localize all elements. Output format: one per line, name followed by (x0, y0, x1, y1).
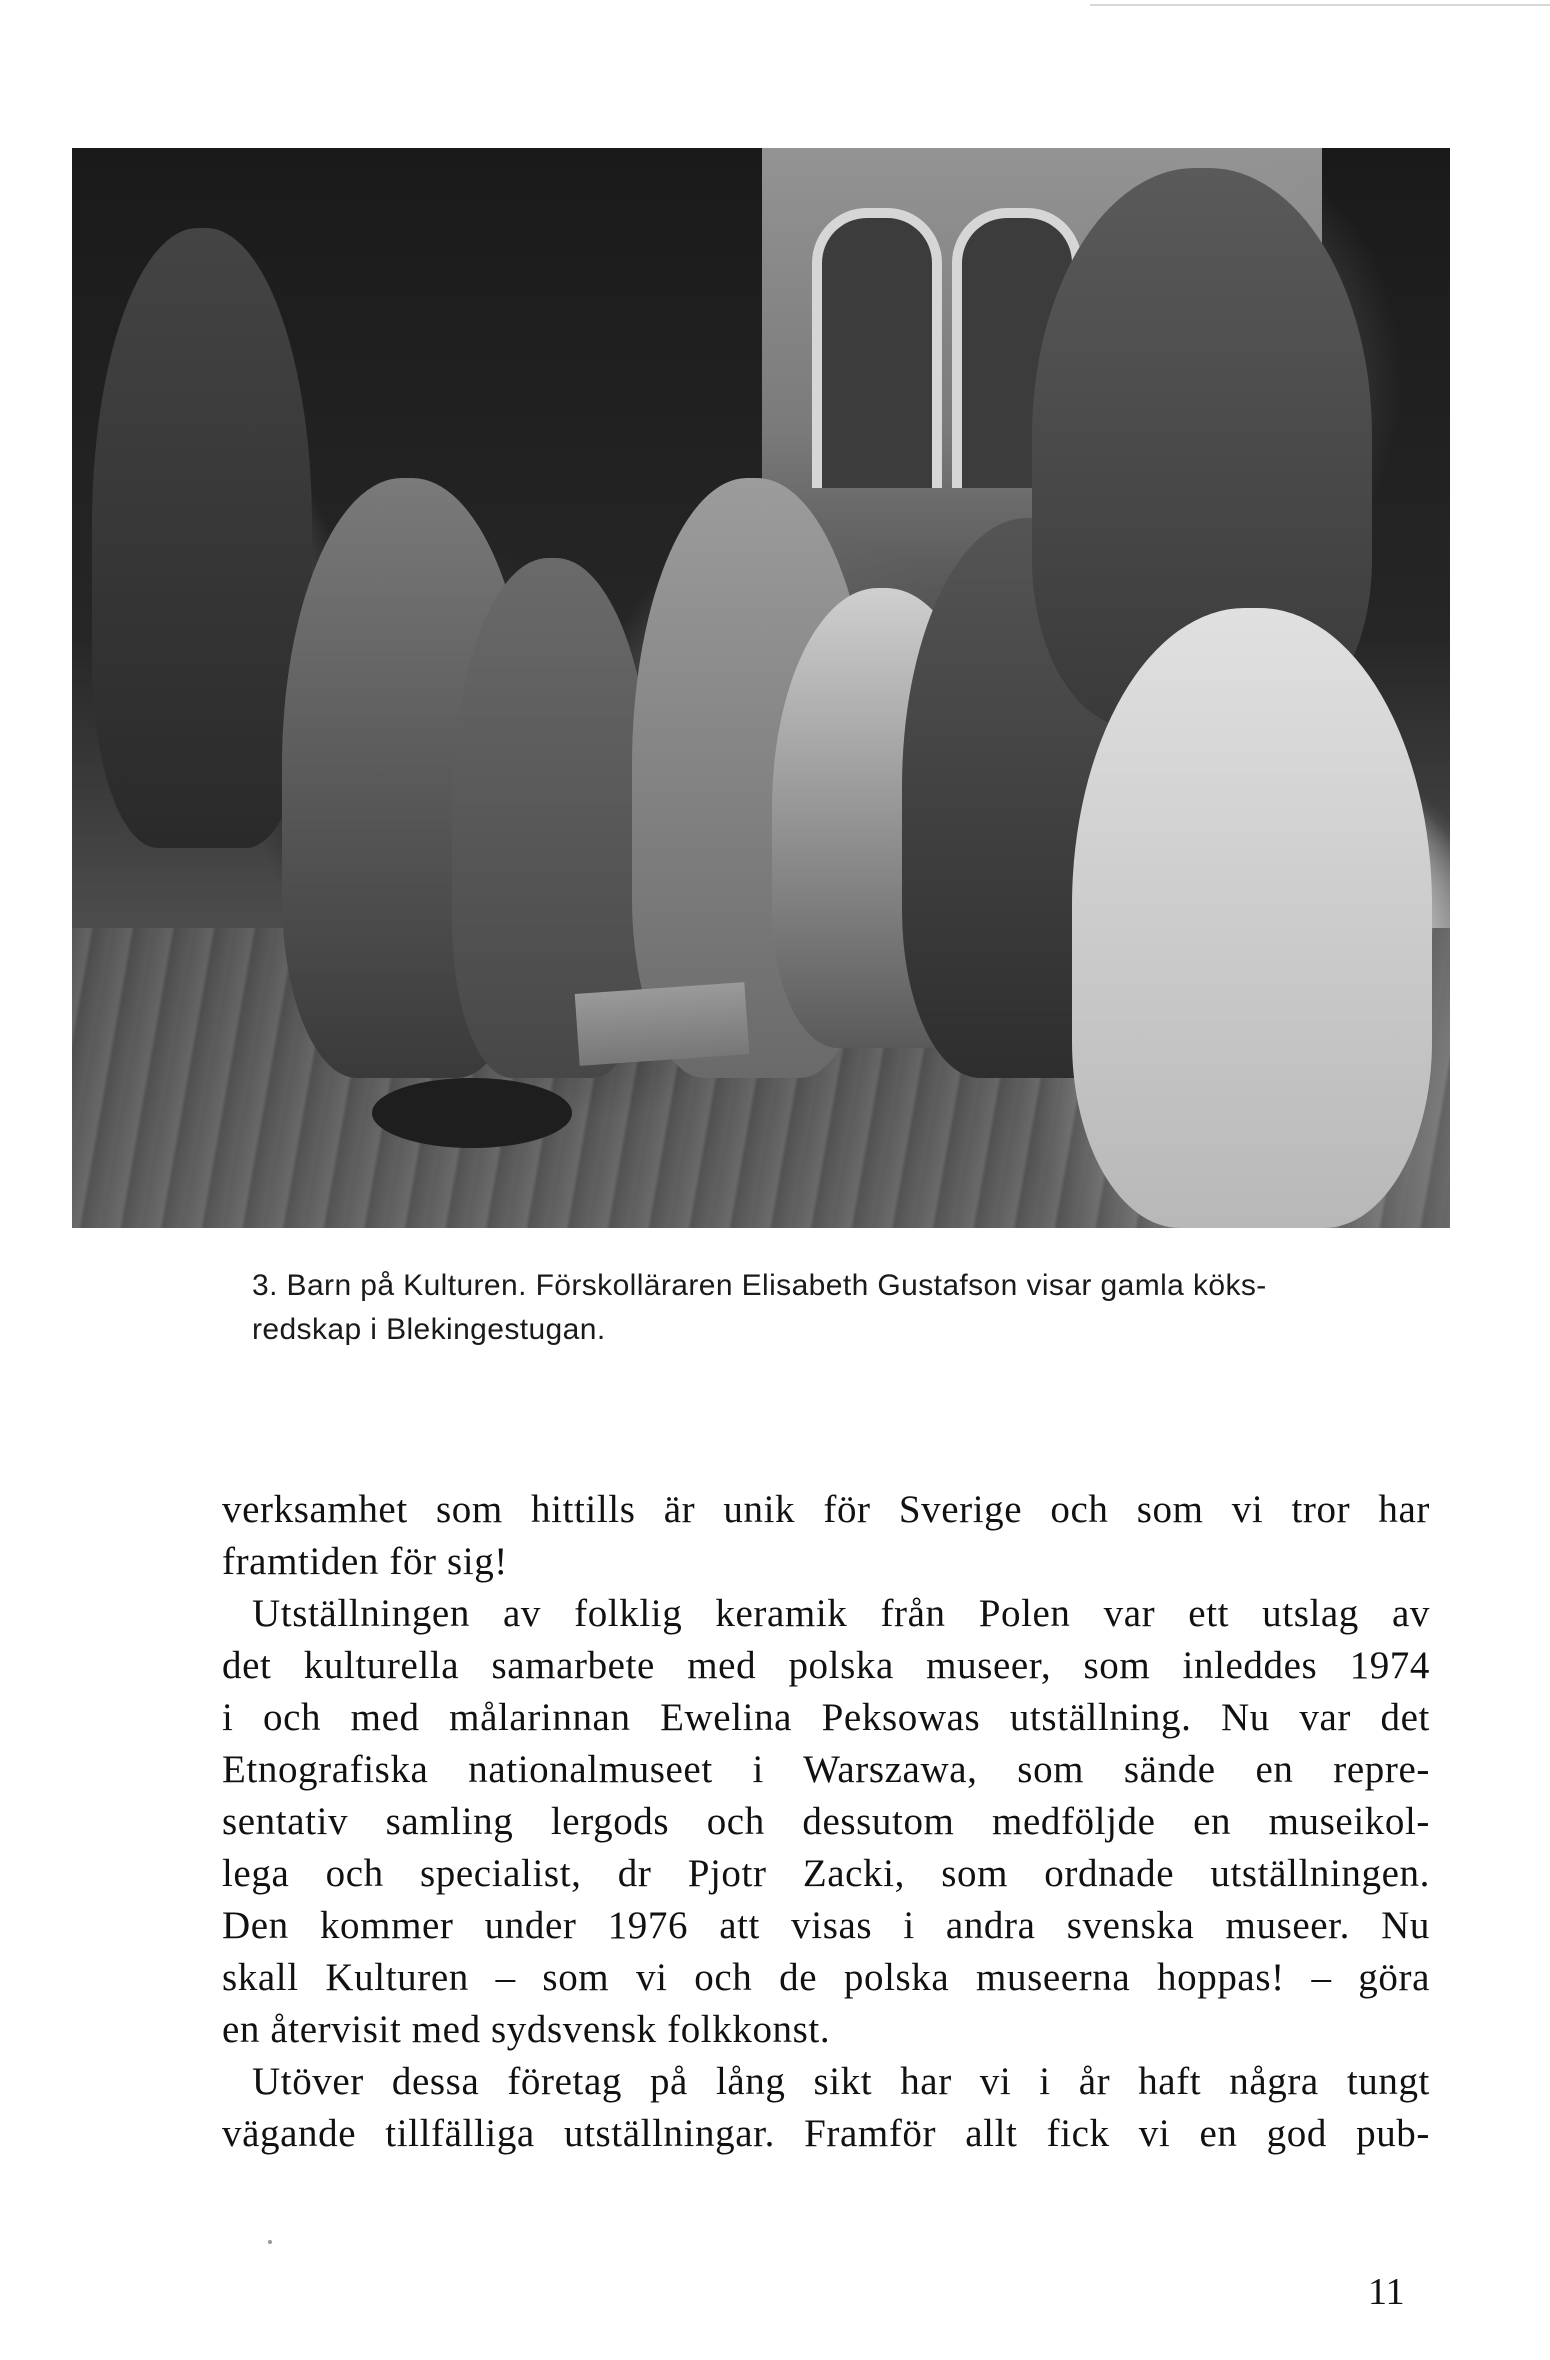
photo-children-kitchenware (72, 148, 1450, 1228)
photo-figure (1072, 608, 1432, 1228)
caption-line: 3. Barn på Kulturen. Förskolläraren Elisabeth Gustafson visar gamla köks- (252, 1269, 1267, 1302)
body-line: Utställningen av folklig keramik från Polen var ett utslag av (252, 1592, 1430, 1635)
photo-figure (92, 228, 312, 848)
photo-wooden-box (575, 982, 750, 1066)
print-speck (268, 2240, 272, 2244)
page-number: 11 (1368, 2271, 1405, 2313)
top-rule (1090, 4, 1550, 6)
caption-line: redskap i Blekingestugan. (252, 1313, 606, 1346)
body-line: vägande tillfälliga utställningar. Framför allt fick vi en god pub- (222, 2112, 1430, 2155)
body-line: Utöver dessa företag på lång sikt har vi i år haft några tungt (252, 2060, 1430, 2103)
body-line: skall Kulturen – som vi och de polska museerna hoppas! – göra (222, 1956, 1430, 1999)
body-line: framtiden för sig! (222, 1540, 508, 1583)
body-line: verksamhet som hittills är unik för Sverige och som vi tror har (222, 1488, 1430, 1531)
photo-caption (252, 1264, 1452, 1352)
body-line: det kulturella samarbete med polska museer, som inleddes 1974 (222, 1644, 1430, 1687)
body-line: en återvisit med sydsvensk folkkonst. (222, 2008, 831, 2051)
body-line: Etnografiska nationalmuseet i Warszawa, som sände en repre- (222, 1748, 1430, 1791)
photo-pan (372, 1078, 572, 1148)
photo-arch (812, 208, 942, 488)
body-text (222, 1484, 1430, 2160)
body-line: i och med målarinnan Ewelina Peksowas utställning. Nu var det (222, 1696, 1430, 1739)
body-line: sentativ samling lergods och dessutom medföljde en museikol- (222, 1800, 1430, 1843)
body-line: lega och specialist, dr Pjotr Zacki, som ordnade utställningen. (222, 1852, 1430, 1895)
body-line: Den kommer under 1976 att visas i andra svenska museer. Nu (222, 1904, 1430, 1947)
